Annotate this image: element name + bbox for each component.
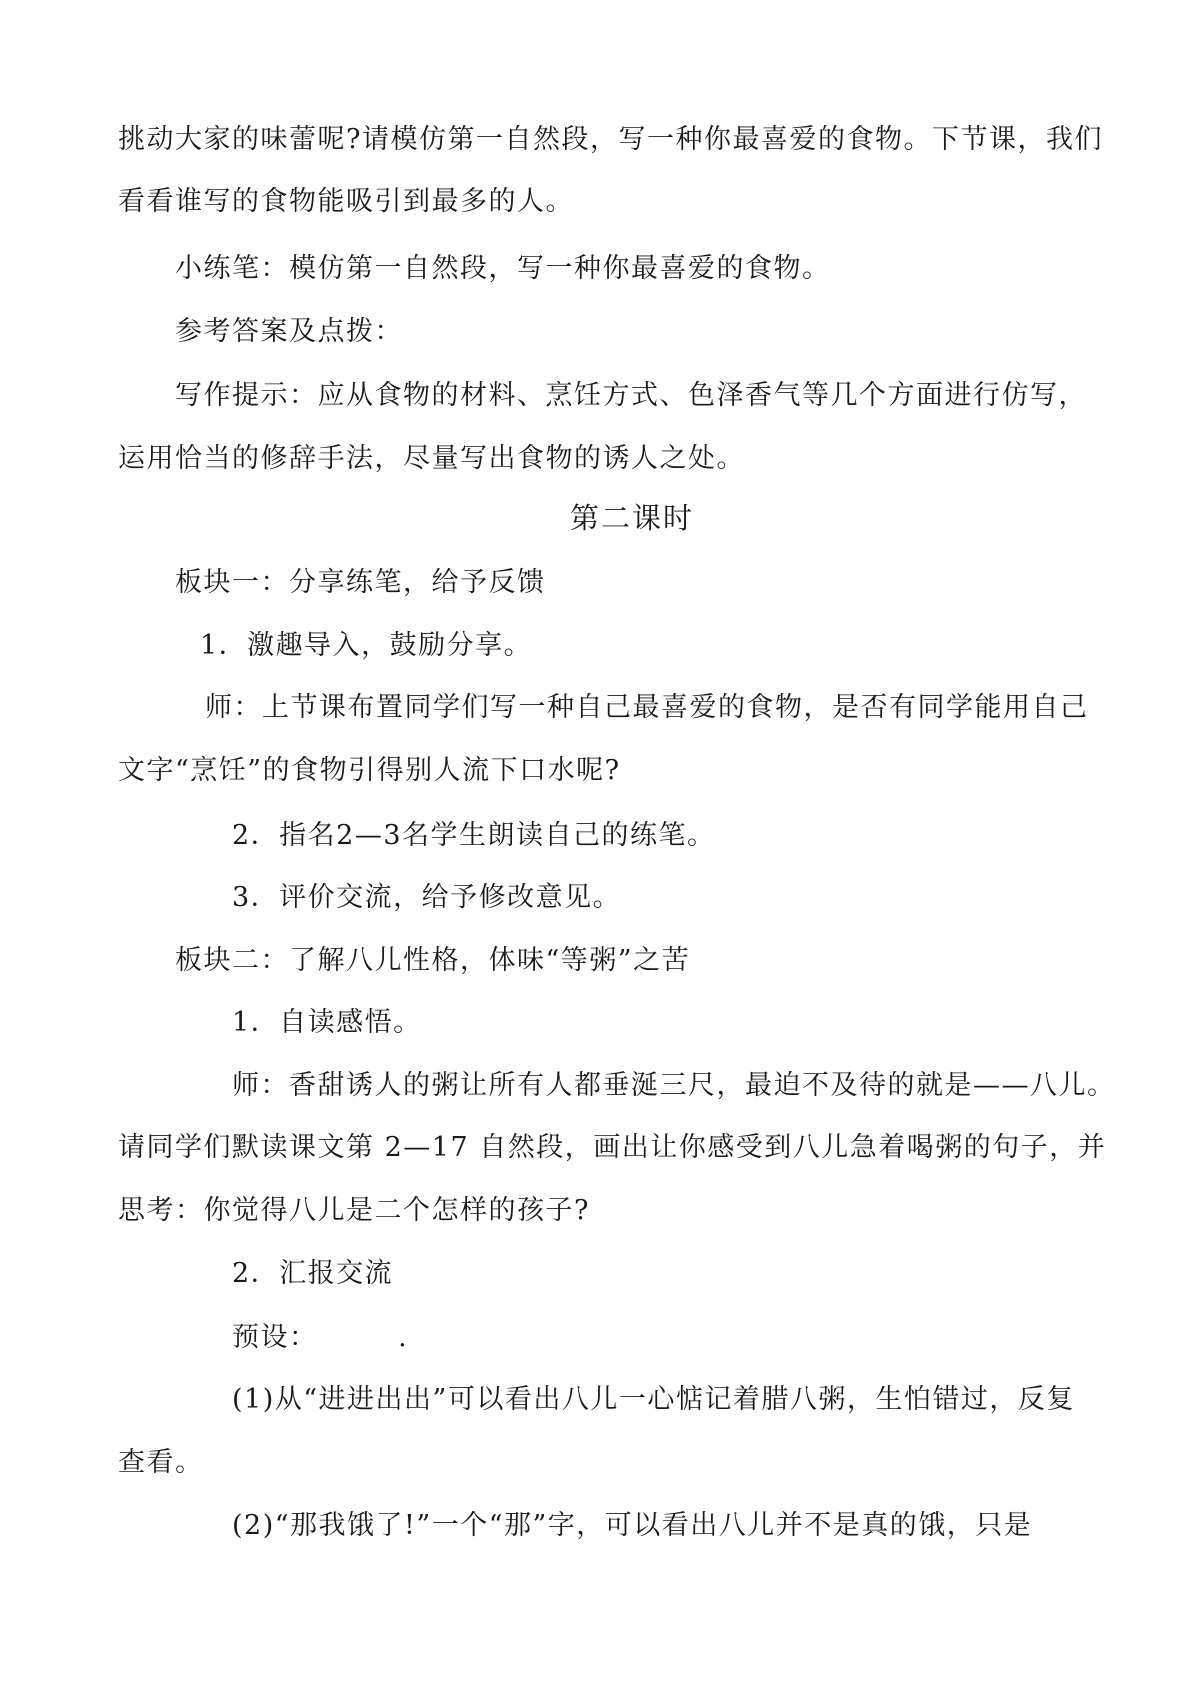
section1-step1: 1．激趣导入，鼓励分享。 [200,630,533,661]
section1-title: 板块一：分享练笔，给予反馈 [175,567,546,598]
preset-label: 预设： . [232,1322,409,1353]
section2-teacher-line: 请同学们默读课文第 2—17 自然段，画出让你感受到八儿急着喝粥的句子，并 [118,1132,1107,1163]
paragraph-line: 看看谁写的食物能吸引到最多的人。 [118,186,574,217]
answer-line: (2)“那我饿了!”一个“那”字，可以看出八儿并不是真的饿，只是 [232,1510,1033,1541]
section2-title: 板块二：了解八儿性格，体味“等粥”之苦 [175,945,691,976]
section2-teacher-line: 思考：你觉得八儿是二个怎样的孩子? [118,1195,590,1226]
paragraph-line: 小练笔：模仿第一自然段，写一种你最喜爱的食物。 [175,253,831,284]
paragraph-line: 写作提示：应从食物的材料、烹饪方式、色泽香气等几个方面进行仿写， [175,380,1087,411]
section1-teacher-line: 师：上节课布置同学们写一种自己最喜爱的食物，是否有同学能用自己 [205,692,1089,723]
section-heading: 第二课时 [570,501,695,535]
paragraph-line: 运用恰当的修辞手法，尽量写出食物的诱人之处。 [118,443,745,474]
section1-teacher-line: 文字“烹饪”的食物引得别人流下口水呢? [118,755,621,786]
paragraph-line: 参考答案及点拨： [175,316,403,347]
section1-step2: 2．指名2—3名学生朗读自己的练笔。 [232,820,716,851]
answer-line: 查看。 [118,1447,204,1478]
answer-line: (1)从“进进出出”可以看出八儿一心惦记着腊八粥，生怕错过，反复 [232,1384,1075,1415]
section1-step3: 3．评价交流，给予修改意见。 [232,882,622,913]
section2-step2: 2．汇报交流 [232,1258,394,1289]
section2-teacher-line: 师：香甜诱人的粥让所有人都垂涎三尺，最迫不及待的就是——八儿。 [232,1070,1116,1101]
section2-step1: 1．自读感悟。 [232,1007,422,1038]
paragraph-line: 挑动大家的味蕾呢?请模仿第一自然段，写一种你最喜爱的食物。下节课，我们 [118,124,1103,155]
